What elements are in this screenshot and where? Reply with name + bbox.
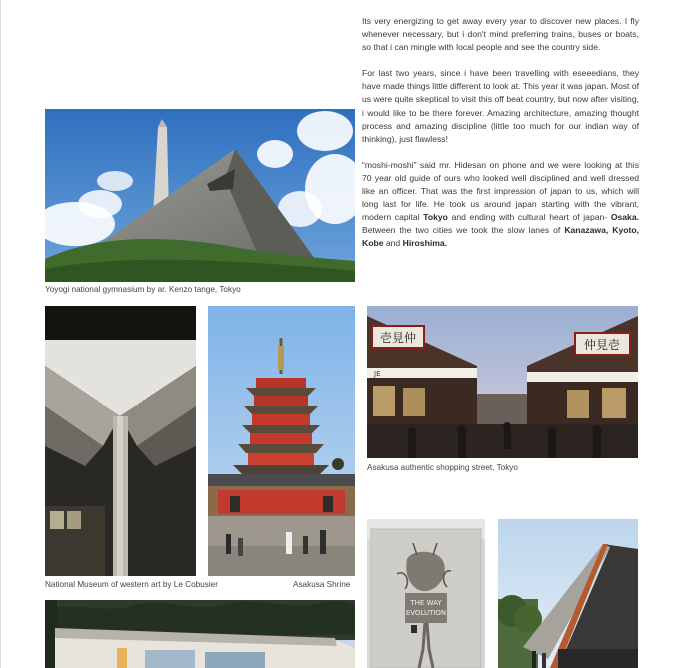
photo-asakusa-street [367, 306, 638, 458]
paragraph-1: Its very energizing to get away every year to discover new places. I fly whenever necessary, but i don't mind preferring trains, buses or boats, so that i can mingle with local people and see the country side. [362, 16, 639, 53]
street-sign-left: 壱見仲 [379, 331, 417, 345]
caption-museum: National Museum of western art by Le Cobusier [45, 580, 218, 589]
photo-exhibit [367, 519, 485, 668]
exhibit-text-1: THE WAY [410, 599, 442, 607]
photo-national-museum [45, 306, 196, 576]
place-osaka: Osaka. [610, 212, 640, 223]
street-sign-right: 仲見壱 [583, 338, 621, 352]
exhibit-text-2: EVOLUTION [405, 609, 447, 617]
caption-yoyogi: Yoyogi national gymnasium by ar. Kenzo tange, Tokyo [45, 285, 241, 294]
place-hiroshima: Hiroshima. [402, 238, 448, 249]
photo-yoyogi-gymnasium [45, 109, 355, 282]
place-kanazawa-kyoto-kobe: Kanazawa, Kyoto, Kobe [362, 225, 639, 249]
article-text [362, 15, 639, 264]
page-edge [0, 0, 1, 668]
stall-marker: JE [374, 370, 381, 378]
caption-street: Asakusa authentic shopping street, Tokyo [367, 463, 518, 472]
photo-modern-building [45, 600, 355, 668]
caption-shrine: Asakusa Shrine [293, 580, 351, 589]
paragraph-2: For last two years, since i have been travelling with eseeedians, they have made things little different to look at. This year it was japan. Most of us were quite skeptical to visit this off beat country, but now after visiting, i would like to be there forever. Amazing architecture, amazing thought process and amazing discipline (little too much for our indian way of thinking), just flawless! [362, 68, 639, 144]
photo-asakusa-shrine [208, 306, 355, 576]
paragraph-3: “moshi-moshi” said mr. Hidesan on phone and we were looking at this 70 year old guide of ours who looked well disciplined and well dressed like an officer. That was the first impression of japan to us, which will long last for life. He took us around japan starting with the vibrant, modern capital Tokyo and ending with cultural heart of japan- Osaka. Between the two cities we took the slow lanes of Kanazawa, Kyoto, Kobe and Hiroshima. [362, 159, 640, 249]
photo-sharp-roof-building [498, 519, 638, 668]
place-tokyo: Tokyo [423, 212, 448, 223]
